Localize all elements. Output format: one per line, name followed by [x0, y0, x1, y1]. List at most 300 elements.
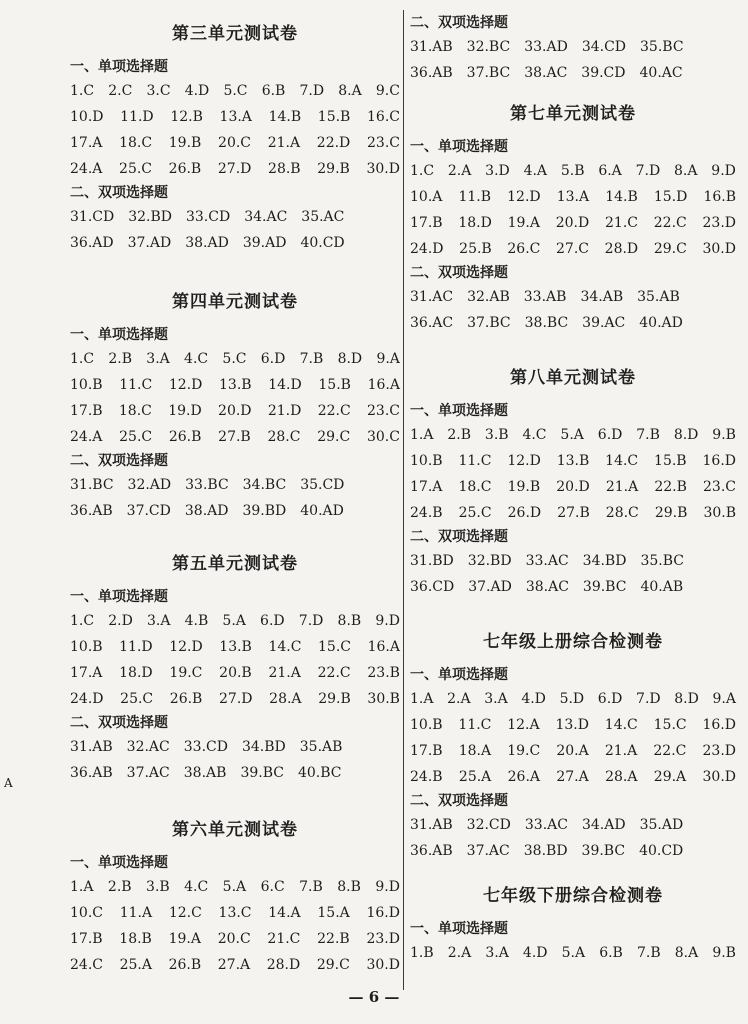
answer-item: 30.B [367, 691, 400, 707]
answer-item: 11.D [120, 109, 154, 125]
answer-item: 30.D [366, 161, 400, 177]
answer-item: 21.A [268, 665, 301, 681]
answer-item: 33.BC [185, 477, 229, 493]
section-title: 第七单元测试卷 [510, 104, 636, 124]
answer-row [70, 346, 400, 372]
answer-item: 3.B [146, 879, 170, 895]
answer-item: 6.D [260, 351, 286, 367]
answer-item: 16.D [702, 717, 736, 733]
answer-row [410, 712, 736, 738]
answer-item: 22.C [317, 665, 351, 681]
answer-item: 19.B [507, 479, 541, 495]
answer-item: 7.B [636, 945, 661, 961]
answer-item: 15.B [654, 453, 687, 469]
answer-row [410, 158, 736, 184]
answer-item: 18.D [458, 215, 492, 231]
answer-item: 4.D [184, 83, 210, 99]
answer-item: 24.C [70, 957, 103, 973]
answer-item: 4.C [522, 427, 547, 443]
answer-item: 34.BD [582, 553, 627, 569]
single-choice-header: 一、单项选择题 [70, 59, 168, 75]
answer-item: 15.B [317, 109, 351, 125]
answer-item: 36.AD [70, 235, 114, 251]
answer-row [70, 634, 400, 660]
answer-item: 30.D [702, 241, 736, 257]
answer-item: 14.C [604, 717, 638, 733]
answer-item: 20.D [218, 403, 252, 419]
answer-item: 37.AD [127, 235, 172, 251]
answer-item: 7.D [635, 163, 661, 179]
answer-item: 23.D [702, 215, 736, 231]
answer-item: 15.D [653, 189, 688, 205]
answer-item: 30.D [366, 957, 400, 973]
answer-item: 2.B [107, 879, 132, 895]
answer-item: 29.B [654, 505, 688, 521]
answer-item: 2.B [108, 351, 133, 367]
answer-item: 31.BC [70, 477, 114, 493]
answer-item: 13.B [556, 453, 590, 469]
answer-item: 12.D [507, 189, 541, 205]
test-section [70, 22, 400, 256]
answer-item: 28.A [605, 769, 638, 785]
answer-row [70, 760, 400, 786]
answer-item: 15.B [318, 377, 351, 393]
answer-item: 25.A [119, 957, 152, 973]
double-choice-header: 二、双项选择题 [410, 265, 508, 281]
answer-item: 9.A [712, 691, 736, 707]
answer-item: 2.A [447, 691, 471, 707]
answer-item: 28.A [269, 691, 302, 707]
answer-item: 32.AD [127, 477, 172, 493]
answer-item: 24.A [70, 429, 103, 445]
answer-item: 6.B [599, 945, 623, 961]
answer-item: 40.AB [640, 579, 684, 595]
answer-item: 32.AC [126, 739, 170, 755]
section-title: 第三单元测试卷 [172, 24, 298, 44]
answer-item: 21.A [604, 743, 638, 759]
answer-item: 4.D [522, 945, 548, 961]
answer-item: 15.C [318, 639, 351, 655]
answer-item: 38.AC [525, 579, 569, 595]
answer-item: 28.D [266, 957, 301, 973]
double-choice-header: 二、双项选择题 [70, 453, 168, 469]
answer-item: 28.B [268, 161, 301, 177]
answer-item: 25.C [458, 505, 492, 521]
answer-item: 14.A [268, 905, 301, 921]
answer-item: 12.C [168, 905, 202, 921]
answer-item: 30.C [366, 429, 400, 445]
answer-row [410, 812, 736, 838]
answer-item: 22.D [316, 135, 351, 151]
answer-item: 8.B [337, 613, 362, 629]
answer-row [410, 284, 736, 310]
answer-item: 16.A [367, 377, 400, 393]
answer-row [70, 900, 400, 926]
answer-item: 30.B [703, 505, 736, 521]
answer-item: 9.A [376, 351, 400, 367]
answer-item: 36.AB [70, 503, 113, 519]
answer-item: 34.CD [581, 39, 627, 55]
answer-item: 11.D [119, 639, 153, 655]
test-section [410, 366, 736, 600]
answer-item: 11.B [458, 189, 492, 205]
answer-item: 37.BC [466, 65, 511, 81]
answer-item: 26.B [168, 429, 202, 445]
answer-item: 18.A [458, 743, 492, 759]
answer-item: 37.AD [468, 579, 512, 595]
answer-item: 34.AD [581, 817, 626, 833]
answer-row [410, 422, 736, 448]
answer-row [70, 952, 400, 978]
answer-row [70, 230, 400, 256]
answer-item: 26.D [507, 505, 542, 521]
section-title: 第四单元测试卷 [172, 292, 298, 312]
answer-item: 22.C [317, 403, 351, 419]
answer-item: 3.C [146, 83, 171, 99]
answer-item: 21.C [267, 931, 301, 947]
answer-item: 13.A [219, 109, 252, 125]
test-section [410, 630, 736, 864]
single-choice-header: 一、单项选择题 [410, 403, 508, 419]
answer-item: 5.D [559, 691, 585, 707]
answer-row [410, 574, 736, 600]
answer-item: 35.CD [300, 477, 345, 493]
answer-row [410, 686, 736, 712]
answer-item: 39.AC [582, 315, 626, 331]
answer-item: 28.C [605, 505, 639, 521]
answer-item: 27.D [219, 691, 253, 707]
test-section [70, 818, 400, 978]
answer-item: 12.D [169, 639, 203, 655]
answer-item: 9.D [375, 879, 400, 895]
answer-item: 18.C [458, 479, 492, 495]
answer-item: 32.CD [466, 817, 511, 833]
answer-item: 20.C [217, 931, 251, 947]
answer-item: 36.AB [70, 765, 113, 781]
answer-item: 4.B [184, 613, 209, 629]
answer-item: 6.D [597, 691, 623, 707]
answer-item: 18.B [119, 931, 152, 947]
answer-item: 20.A [556, 743, 589, 759]
answer-item: 26.C [507, 241, 541, 257]
answer-item: 22.C [653, 743, 687, 759]
answer-item: 22.B [654, 479, 687, 495]
answer-item: 24.D [70, 691, 104, 707]
answer-item: 22.B [317, 931, 350, 947]
answer-item: 11.C [458, 717, 492, 733]
single-choice-header: 一、单项选择题 [70, 327, 168, 343]
answer-row [70, 472, 400, 498]
answer-item: 4.C [184, 879, 209, 895]
answer-item: 10.B [410, 453, 443, 469]
answer-item: 33.AC [524, 817, 568, 833]
answer-item: 3.A [146, 351, 170, 367]
answer-item: 3.A [484, 691, 508, 707]
answer-row [70, 104, 400, 130]
answer-item: 31.AB [70, 739, 113, 755]
answer-item: 8.A [674, 163, 698, 179]
answer-item: 14.C [268, 639, 302, 655]
answer-item: 38.BD [523, 843, 568, 859]
answer-item: 31.AB [410, 817, 453, 833]
answer-item: 27.B [557, 505, 590, 521]
answer-item: 9.C [375, 83, 400, 99]
answer-item: 3.D [485, 163, 510, 179]
test-section [410, 102, 736, 336]
answer-item: 10.A [410, 189, 443, 205]
answer-item: 25.C [119, 161, 153, 177]
answer-item: 37.CD [126, 503, 171, 519]
answer-item: 21.C [605, 215, 638, 231]
answer-item: 23.C [367, 403, 400, 419]
answer-row [70, 926, 400, 952]
answer-item: 6.A [598, 163, 622, 179]
answer-item: 7.B [299, 351, 324, 367]
answer-item: 28.C [267, 429, 301, 445]
answer-item: 17.B [410, 215, 443, 231]
answer-item: 3.A [146, 613, 171, 629]
answer-item: 19.A [168, 931, 201, 947]
answer-item: 1.A [70, 879, 94, 895]
answer-item: 25.A [458, 769, 492, 785]
answer-item: 25.C [120, 691, 154, 707]
answer-item: 35.AB [637, 289, 680, 305]
answer-item: 12.D [168, 377, 203, 393]
answer-item: 12.B [170, 109, 203, 125]
answer-item: 8.A [338, 83, 362, 99]
test-section [70, 552, 400, 786]
section-title: 第八单元测试卷 [510, 368, 636, 388]
answer-item: 8.D [674, 691, 699, 707]
answer-item: 23.C [367, 135, 400, 151]
answer-item: 4.D [521, 691, 546, 707]
answer-item: 23.B [367, 665, 400, 681]
answer-row [410, 764, 736, 790]
answer-item: 15.C [653, 717, 687, 733]
answer-item: 8.D [673, 427, 699, 443]
answer-item: 1.B [410, 945, 434, 961]
answer-item: 20.B [219, 665, 252, 681]
answer-item: 24.A [70, 161, 103, 177]
answer-item: 13.B [219, 639, 252, 655]
answer-item: 22.C [653, 215, 687, 231]
answer-item: 27.C [556, 241, 589, 257]
answer-item: 7.B [636, 427, 660, 443]
answer-item: 31.AB [410, 39, 453, 55]
answer-item: 5.C [223, 83, 248, 99]
answer-item: 34.BD [241, 739, 286, 755]
answer-item: 29.B [317, 161, 350, 177]
answer-item: 33.AC [525, 553, 569, 569]
answer-row [70, 78, 400, 104]
answer-item: 37.BC [467, 315, 511, 331]
answer-item: 38.AD [184, 503, 229, 519]
answer-item: 2.B [447, 427, 472, 443]
answer-item: 17.A [70, 135, 103, 151]
double-choice-header: 二、双项选择题 [70, 715, 168, 731]
answer-item: 14.B [268, 109, 302, 125]
answer-item: 27.A [217, 957, 251, 973]
answer-item: 26.B [168, 957, 202, 973]
answer-item: 2.A [447, 163, 472, 179]
answer-item: 2.C [108, 83, 133, 99]
answer-item: 21.A [267, 135, 301, 151]
answer-item: 4.C [184, 351, 209, 367]
answer-item: 40.AD [639, 315, 683, 331]
answer-row [70, 424, 400, 450]
answer-row [410, 838, 736, 864]
answer-item: 14.C [605, 453, 639, 469]
answer-item: 26.B [169, 691, 203, 707]
answer-item: 12.A [507, 717, 540, 733]
answer-item: 26.A [507, 769, 540, 785]
answer-item: 6.C [260, 879, 285, 895]
answer-item: 5.B [560, 163, 585, 179]
answer-item: 24.D [410, 241, 444, 257]
test-section [70, 290, 400, 524]
answer-item: 34.AB [580, 289, 624, 305]
answer-item: 3.B [484, 427, 509, 443]
answer-item: 32.BC [466, 39, 511, 55]
answer-item: 14.B [605, 189, 638, 205]
answer-item: 29.B [318, 691, 351, 707]
answer-item: 9.D [711, 163, 736, 179]
answer-row [70, 130, 400, 156]
answer-item: 38.AB [183, 765, 227, 781]
answer-item: 16.A [367, 639, 400, 655]
answer-row [70, 372, 400, 398]
answer-item: 5.A [560, 427, 584, 443]
answer-item: 8.D [337, 351, 363, 367]
answer-row [70, 686, 400, 712]
answer-item: 19.A [507, 215, 540, 231]
answer-item: 23.D [366, 931, 400, 947]
answer-item: 21.A [605, 479, 639, 495]
answer-item: 8.A [674, 945, 699, 961]
answer-item: 29.C [316, 957, 350, 973]
answer-item: 11.C [458, 453, 492, 469]
answer-item: 20.D [555, 215, 590, 231]
answer-row [410, 500, 736, 526]
answer-item: 40.CD [300, 235, 345, 251]
answer-item: 37.AC [466, 843, 510, 859]
answer-row [70, 660, 400, 686]
answer-row [70, 608, 400, 634]
answer-item: 8.B [337, 879, 361, 895]
answer-row [410, 940, 736, 966]
answer-row [70, 156, 400, 182]
answer-row [410, 210, 736, 236]
answer-row [70, 734, 400, 760]
answer-item: 9.B [712, 945, 736, 961]
margin-mark: A [4, 776, 13, 790]
answer-item: 25.C [119, 429, 153, 445]
answer-item: 19.C [169, 665, 203, 681]
answer-item: 24.B [410, 769, 443, 785]
answer-item: 10.B [410, 717, 443, 733]
answer-item: 37.AC [126, 765, 170, 781]
answer-item: 39.AD [242, 235, 287, 251]
answer-item: 27.D [217, 161, 252, 177]
section-title: 第五单元测试卷 [172, 554, 298, 574]
answer-item: 5.A [561, 945, 586, 961]
answer-item: 27.B [218, 429, 251, 445]
answer-item: 18.D [119, 665, 153, 681]
answer-item: 36.CD [410, 579, 455, 595]
answer-item: 13.A [556, 189, 590, 205]
answer-item: 1.C [70, 351, 95, 367]
single-choice-header: 一、单项选择题 [70, 855, 168, 871]
answer-item: 14.D [268, 377, 302, 393]
answer-item: 29.C [653, 241, 687, 257]
answer-row [70, 204, 400, 230]
answer-row [410, 738, 736, 764]
answer-item: 32.BD [128, 209, 172, 225]
answer-item: 33.CD [185, 209, 231, 225]
answer-row [410, 448, 736, 474]
answer-item: 33.AD [524, 39, 568, 55]
answer-item: 31.BD [410, 553, 454, 569]
answer-item: 40.BC [297, 765, 342, 781]
answer-row [70, 874, 400, 900]
answer-item: 39.BC [582, 579, 627, 595]
answer-item: 16.D [702, 453, 736, 469]
column-divider [403, 10, 404, 990]
answer-item: 18.C [119, 135, 153, 151]
answer-item: 38.BC [524, 315, 569, 331]
answer-item: 6.D [597, 427, 623, 443]
answer-item: 35.BC [640, 553, 684, 569]
answer-item: 12.D [507, 453, 541, 469]
double-choice-header: 二、双项选择题 [410, 529, 508, 545]
answer-item: 10.B [70, 639, 103, 655]
single-choice-header: 一、单项选择题 [410, 667, 508, 683]
section-title: 第六单元测试卷 [172, 820, 298, 840]
answer-item: 36.AB [410, 843, 453, 859]
answer-item: 6.D [260, 613, 285, 629]
answer-item: 9.B [712, 427, 736, 443]
answer-item: 35.AB [299, 739, 343, 755]
answer-item: 7.D [299, 83, 325, 99]
answer-item: 16.C [367, 109, 400, 125]
answer-row [410, 60, 736, 86]
answer-item: 17.B [70, 403, 103, 419]
answer-row [70, 498, 400, 524]
answer-item: 39.CD [581, 65, 626, 81]
answer-item: 5.C [222, 351, 247, 367]
answer-item: 3.A [485, 945, 509, 961]
answer-item: 23.D [702, 743, 736, 759]
answer-item: 17.B [70, 931, 103, 947]
answer-item: 9.D [375, 613, 400, 629]
answer-item: 31.AC [410, 289, 454, 305]
answer-item: 5.A [222, 613, 246, 629]
answer-item: 29.A [653, 769, 687, 785]
answer-item: 10.C [70, 905, 103, 921]
answer-item: 30.D [702, 769, 736, 785]
double-choice-header: 二、双项选择题 [410, 15, 508, 31]
page-number: — 6 — [348, 988, 400, 1006]
answer-item: 1.A [410, 427, 434, 443]
answer-row [410, 548, 736, 574]
answer-item: 17.B [410, 743, 443, 759]
answer-row [410, 184, 736, 210]
answer-item: 1.A [410, 691, 434, 707]
answer-item: 17.A [70, 665, 103, 681]
answer-item: 15.A [317, 905, 350, 921]
section-title: 七年级下册综合检测卷 [483, 886, 663, 906]
answer-item: 10.D [70, 109, 104, 125]
